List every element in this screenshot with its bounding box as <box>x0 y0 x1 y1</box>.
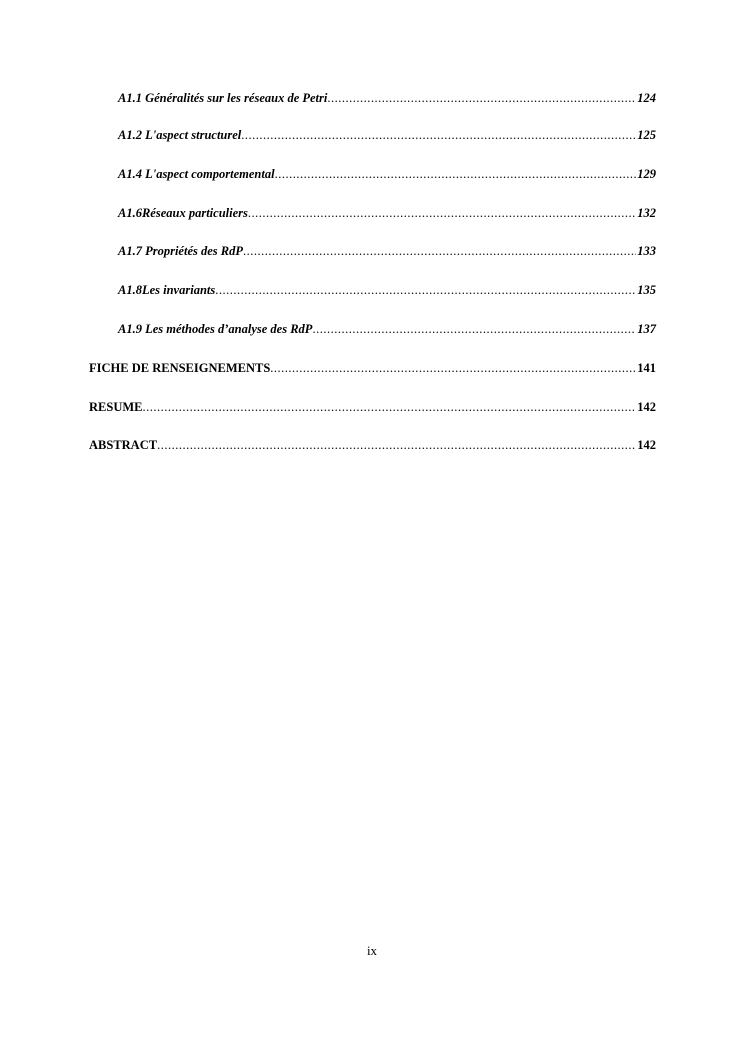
toc-entry-page: 141 <box>637 361 656 375</box>
toc-dot-leader <box>248 204 636 222</box>
toc-entry-page: 125 <box>637 128 656 142</box>
toc-entry-page: 142 <box>637 400 656 414</box>
toc-entry-title: A1.4 L'aspect comportemental <box>118 167 275 181</box>
toc-dot-leader <box>157 436 636 454</box>
toc-dot-leader <box>312 320 636 338</box>
toc-dot-leader <box>243 242 636 260</box>
toc-entry-a1-8[interactable] <box>118 281 656 299</box>
toc-entry-title: FICHE DE RENSEIGNEMENTS <box>89 361 271 375</box>
toc-entry-page: 124 <box>637 91 656 105</box>
toc-entry-title: A1.7 Propriétés des RdP <box>118 244 243 258</box>
toc-entry-page: 142 <box>637 438 656 452</box>
toc-entry-a1-6[interactable] <box>118 204 656 222</box>
toc-entry-page: 133 <box>637 244 656 258</box>
toc-entry-title: A1.1 Généralités sur les réseaux de Petri <box>118 91 328 105</box>
toc-entry-page: 135 <box>637 283 656 297</box>
toc-entry-a1-9[interactable] <box>118 320 656 338</box>
toc-entry-a1-4[interactable] <box>118 165 656 183</box>
toc-entry-title: RESUME <box>89 400 143 414</box>
toc-entry-title: A1.9 Les méthodes d’analyse des RdP <box>118 322 313 336</box>
toc-dot-leader <box>215 281 636 299</box>
toc-entry-title: ABSTRACT <box>89 438 158 452</box>
toc-entry-title: A1.2 L'aspect structurel <box>118 128 242 142</box>
toc-entry-page: 129 <box>637 167 656 181</box>
toc-entry-abstract[interactable] <box>89 436 656 454</box>
toc-entry-title: A1.6Réseaux particuliers <box>118 206 248 220</box>
toc-dot-leader <box>142 398 636 416</box>
toc-entry-a1-1[interactable] <box>118 89 656 107</box>
toc-entry-fiche-de-renseignements[interactable] <box>89 359 656 377</box>
toc-dot-leader <box>270 359 636 377</box>
toc-entry-resume[interactable] <box>89 398 656 416</box>
toc-entry-page: 132 <box>637 206 656 220</box>
toc-entry-a1-7[interactable] <box>118 242 656 260</box>
toc-entry-title: A1.8Les invariants <box>118 283 216 297</box>
toc-entry-a1-2[interactable] <box>118 126 656 144</box>
toc-entry-page: 137 <box>637 322 656 336</box>
toc-dot-leader <box>275 165 637 183</box>
toc-dot-leader <box>327 89 636 107</box>
page-number: ix <box>366 943 378 958</box>
toc-dot-leader <box>241 126 636 144</box>
